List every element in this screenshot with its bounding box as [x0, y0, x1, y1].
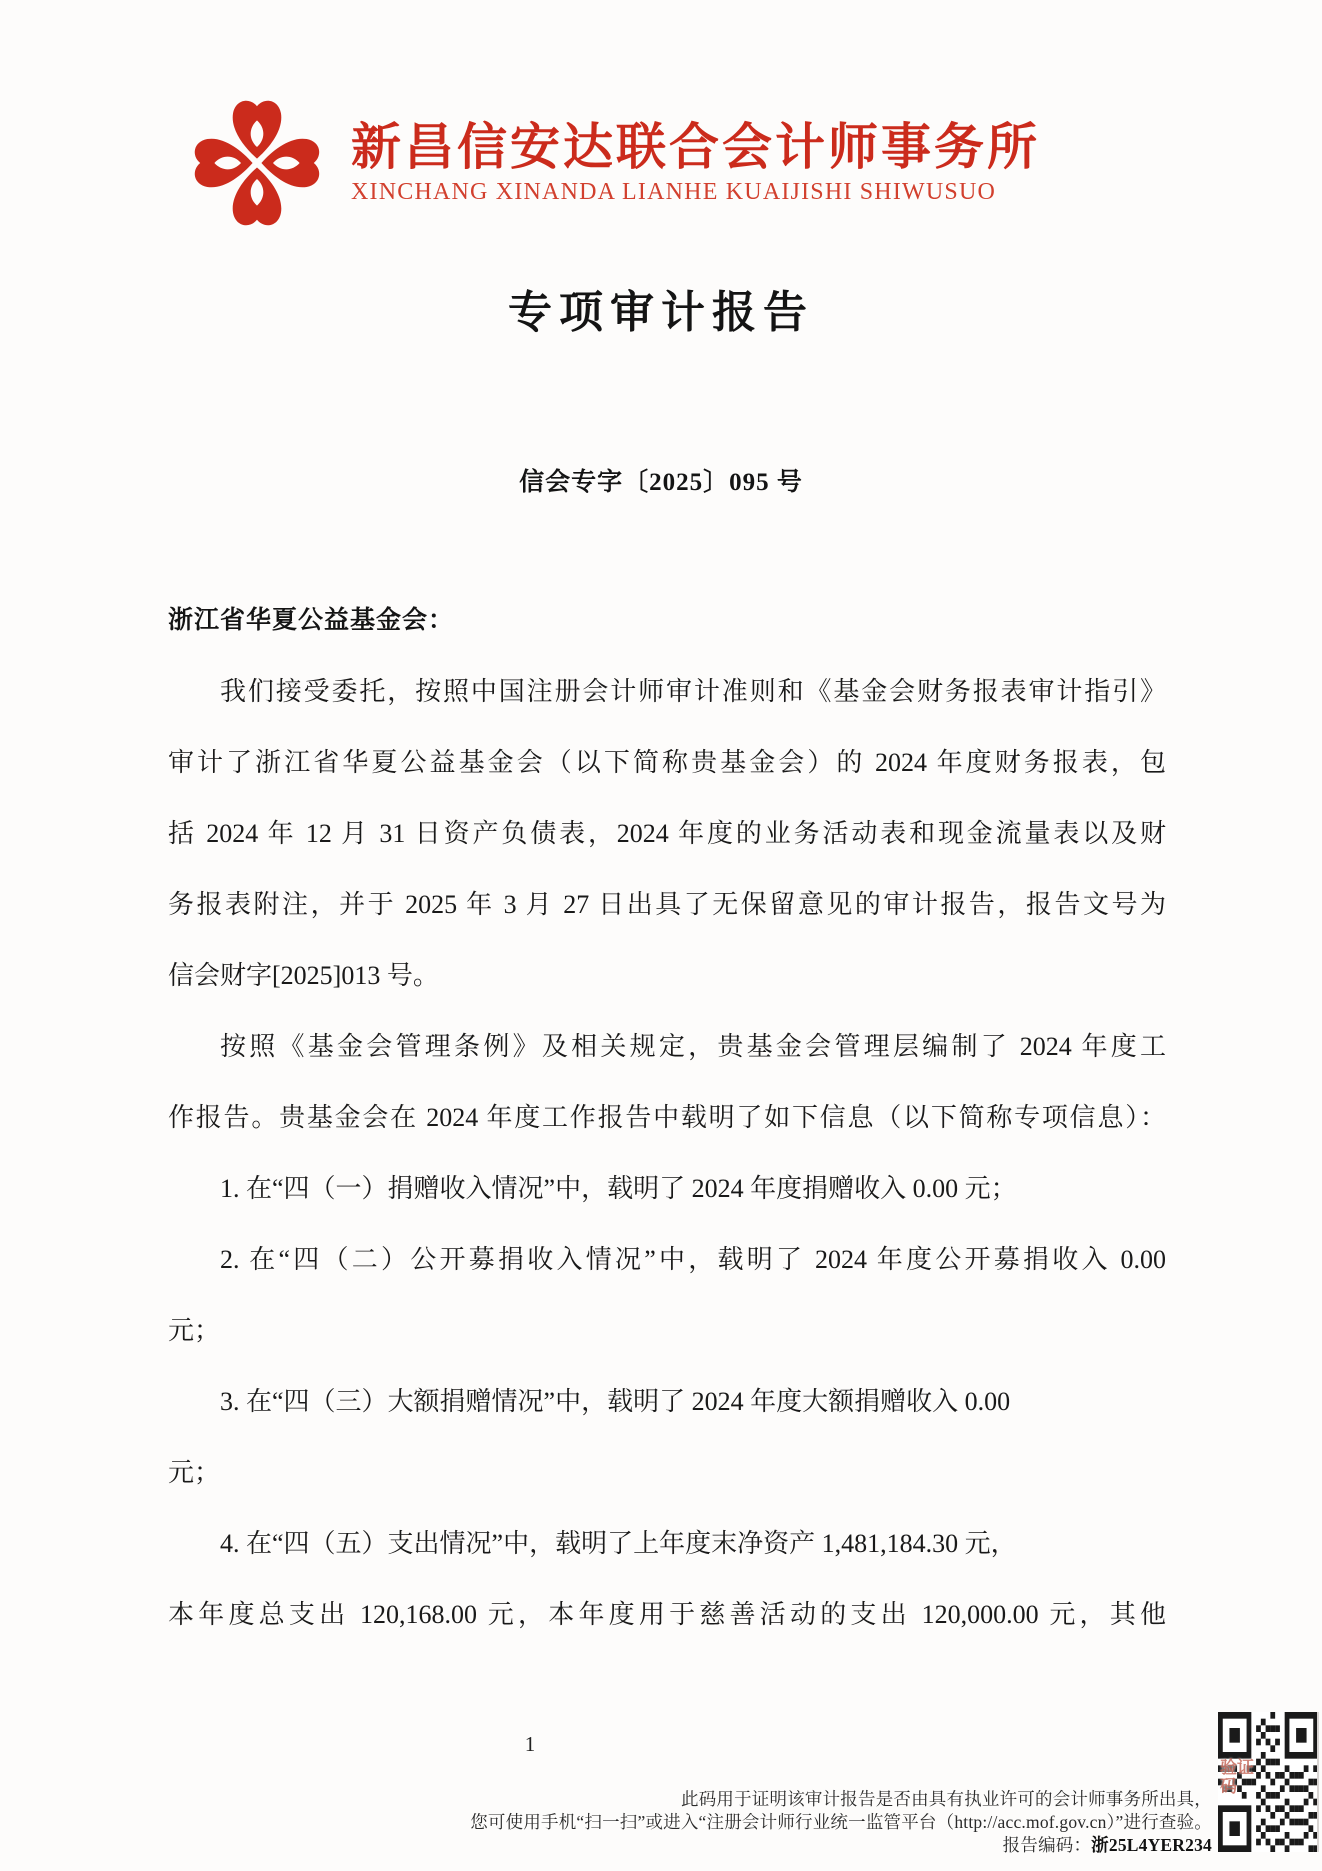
body-line: 我们接受委托，按照中国注册会计师审计准则和《基金会财务报表审计指引》 — [220, 677, 1166, 706]
page-number: 1 — [524, 1732, 536, 1756]
qr-overlay-label: 验证码 — [1220, 1758, 1254, 1796]
body-line: 3. 在“四（三）大额捐赠情况”中，载明了 2024 年度大额捐赠收入 0.00 — [220, 1387, 1011, 1416]
letterhead — [183, 92, 1040, 234]
body-line: 4. 在“四（五）支出情况”中，载明了上年度末净资产 1,481,184.30 元， — [220, 1529, 1017, 1558]
report-code: 浙25L4YER234 — [1091, 1835, 1212, 1855]
knot-logo-icon — [183, 92, 331, 234]
addressee: 浙江省华夏公益基金会： — [168, 607, 455, 634]
doc-number: 信会专字〔2025〕095 号 — [519, 469, 803, 496]
body-line: 务报表附注，并于 2025 年 3 月 27 日出具了无保留意见的审计报告，报告文号为 — [168, 890, 1166, 919]
body-line: 审计了浙江省华夏公益基金会（以下简称贵基金会）的 2024 年度财务报表，包 — [168, 748, 1166, 777]
company-name: 新昌信安达联合会计师事务所 — [351, 119, 1040, 175]
qr-code — [1218, 1712, 1318, 1852]
body-line: 作报告。贵基金会在 2024 年度工作报告中载明了如下信息（以下简称专项信息）： — [168, 1103, 1166, 1132]
verification-note — [300, 1788, 1212, 1857]
body-line: 2. 在“四（二）公开募捐收入情况”中，载明了 2024 年度公开募捐收入 0.00 — [220, 1245, 1166, 1274]
report-code-line — [300, 1834, 1212, 1857]
body-line: 信会财字[2025]013 号。 — [168, 961, 439, 990]
report-title: 专项审计报告 — [508, 288, 814, 337]
report-code-label: 报告编码： — [1002, 1835, 1092, 1855]
report-body — [168, 585, 1166, 1650]
body-line: 本年度总支出 120,168.00 元，本年度用于慈善活动的支出 120,000.00 元，其他 — [168, 1600, 1166, 1629]
body-line: 元； — [168, 1458, 221, 1487]
verification-note-line-2: 您可使用手机“扫一扫”或进入“注册会计师行业统一监管平台（http://acc.mof.gov.cn）”进行查验。 — [470, 1812, 1212, 1832]
brand-text — [351, 120, 1040, 206]
body-line: 元； — [168, 1316, 221, 1345]
page-edge-shadow — [1317, 1712, 1319, 1852]
company-pinyin: XINCHANG XINANDA LIANHE KUAIJISHI SHIWUSUO — [351, 179, 997, 205]
body-line: 括 2024 年 12 月 31 日资产负债表，2024 年度的业务活动表和现金流量表以及财 — [168, 819, 1166, 848]
body-line: 1. 在“四（一）捐赠收入情况”中，载明了 2024 年度捐赠收入 0.00 元； — [220, 1174, 1017, 1203]
body-line: 按照《基金会管理条例》及相关规定，贵基金会管理层编制了 2024 年度工 — [220, 1032, 1166, 1061]
verification-note-line-1: 此码用于证明该审计报告是否由具有执业许可的会计师事务所出具， — [681, 1789, 1212, 1809]
